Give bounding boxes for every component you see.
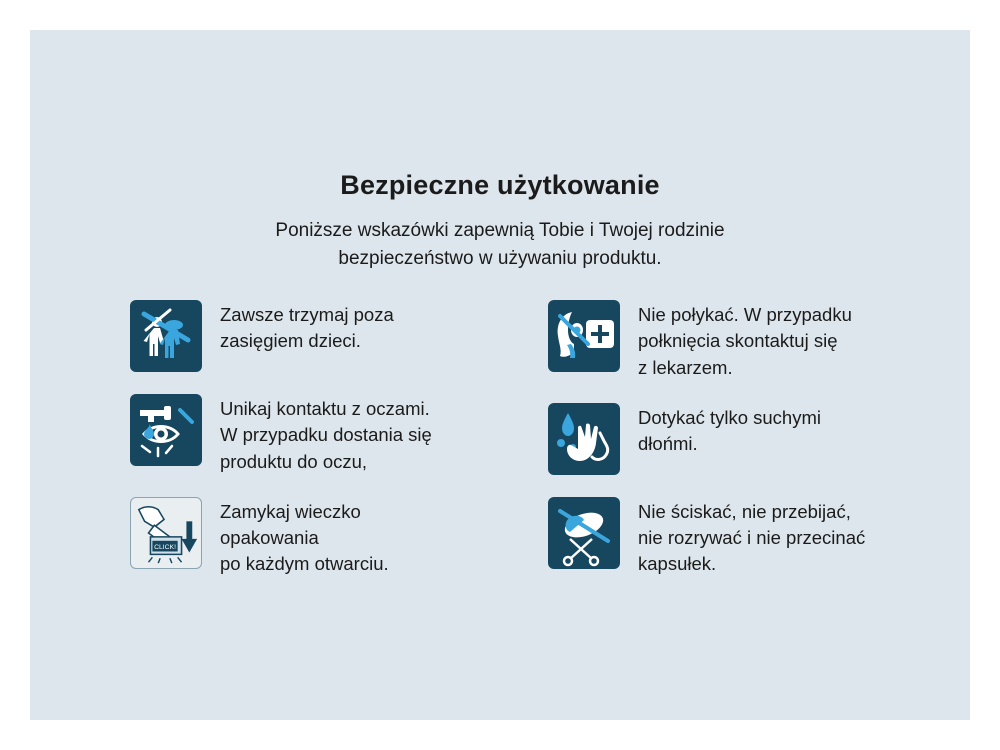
dry-hands-only-icon xyxy=(548,403,620,475)
safety-item xyxy=(130,394,520,475)
safety-item xyxy=(548,300,910,381)
text-line: dłońmi. xyxy=(638,433,698,455)
text-line: po każdym otwarciu. xyxy=(220,553,389,575)
text-line: Dotykać tylko suchymi xyxy=(638,406,821,428)
safety-item-text xyxy=(220,300,394,355)
card-content xyxy=(30,30,970,600)
text-line: połknięcia skontaktuj się xyxy=(638,330,838,352)
page-title: Bezpieczne użytkowanie xyxy=(340,170,660,200)
safety-item-text xyxy=(220,394,432,475)
safety-item xyxy=(130,497,520,578)
safety-item-text xyxy=(638,497,865,578)
subtitle-line-1: Poniższe wskazówki zapewnią Tobie i Twojej rodzinie xyxy=(275,220,725,241)
right-column xyxy=(520,300,910,600)
page-subtitle xyxy=(30,217,970,272)
avoid-eye-contact-icon xyxy=(130,394,202,466)
do-not-swallow-icon xyxy=(548,300,620,372)
safety-info-card xyxy=(30,30,970,720)
text-line: Unikaj kontaktu z oczami. xyxy=(220,398,430,420)
safety-item-text xyxy=(638,300,852,381)
svg-text:CLICK!: CLICK! xyxy=(154,543,176,551)
safety-item xyxy=(548,403,910,475)
close-lid-click-icon xyxy=(130,497,202,569)
left-column xyxy=(130,300,520,600)
subtitle-line-2: bezpieczeństwo w używaniu produktu. xyxy=(338,247,662,269)
text-line: Nie połykać. W przypadku xyxy=(638,304,852,326)
text-line: W przypadku dostania się xyxy=(220,424,432,446)
text-line: nie rozrywać i nie przecinać xyxy=(638,527,866,549)
safety-items-columns xyxy=(30,300,970,600)
safety-item xyxy=(130,300,520,372)
text-line: Zawsze trzymaj poza xyxy=(220,304,394,326)
do-not-cut-capsule-icon xyxy=(548,497,620,569)
text-line: zasięgiem dzieci. xyxy=(220,330,361,352)
text-line: kapsułek. xyxy=(638,553,717,575)
text-line: produktu do oczu, xyxy=(220,450,368,472)
text-line: Nie ściskać, nie przebijać, xyxy=(638,500,851,522)
keep-away-from-children-icon xyxy=(130,300,202,372)
text-line: z lekarzem. xyxy=(638,356,733,378)
safety-item-text xyxy=(638,403,821,458)
safety-item xyxy=(548,497,910,578)
text-line: Zamykaj wieczko xyxy=(220,500,361,522)
text-line: opakowania xyxy=(220,527,319,549)
safety-item-text xyxy=(220,497,389,578)
